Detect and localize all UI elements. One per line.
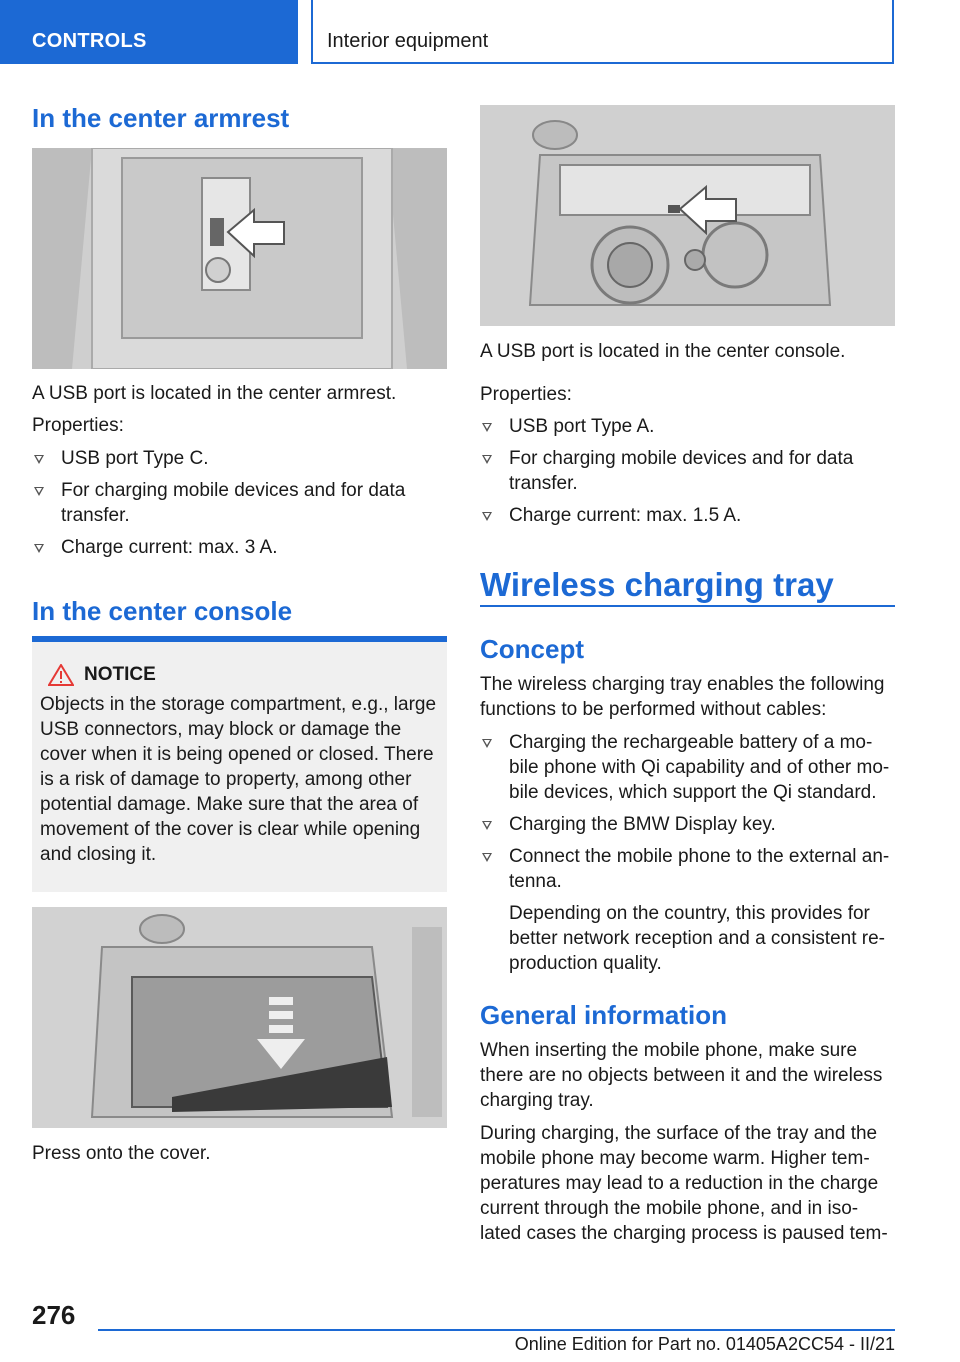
section-rule [480,605,895,607]
triangle-bullet-icon [34,487,44,496]
general-paragraph-2: During charging, the surface of the tray and the mobile phone may become warm. Higher tem‐peratures may lead to a reduction in the charge current through the mobile phone, and in iso‐lated cases the charging process is paused tem‐ [480,1123,888,1244]
console-heading: In the center console [32,596,293,626]
triangle-bullet-icon [482,821,492,830]
warning-triangle-icon [48,664,74,686]
concept-subtext: Depending on the country, this provides for better network reception and a consistent re‐production quality. [509,903,885,974]
list-item: USB port Type A. [480,414,895,439]
notice-box [32,636,447,892]
armrest-properties-list [32,446,447,567]
triangle-bullet-icon [482,455,492,464]
console-properties-label: Properties: [480,384,572,405]
footer-rule [98,1329,895,1331]
concept-heading: Concept [480,634,584,664]
armrest-caption: A USB port is located in the center armrest. [32,383,397,404]
concept-text: The wireless charging tray enables the following functions to be performed without cables: [480,674,885,720]
triangle-bullet-icon [34,544,44,553]
console-caption: A USB port is located in the center console. [480,341,846,362]
wireless-heading: Wireless charging tray [480,566,834,603]
armrest-heading: In the center armrest [32,103,290,133]
armrest-properties-label: Properties: [32,415,124,436]
triangle-bullet-icon [34,455,44,464]
chapter-tab [311,0,894,64]
page-number: 276 [32,1300,76,1330]
triangle-bullet-icon [482,423,492,432]
console-usb-illustration [480,105,895,326]
list-item: Charging the BMW Display key. [480,812,895,837]
list-item: For charging mobile devices and for data transfer. [480,446,895,496]
triangle-bullet-icon [482,739,492,748]
console-cover-illustration [32,907,447,1128]
edition-text: Online Edition for Part no. 01405A2CC54 - II/21 [514,1334,895,1354]
list-item: Charge current: max. 1.5 A. [480,503,895,528]
list-item: USB port Type C. [32,446,447,471]
section-tab [0,0,298,64]
chapter-title: Interior equipment [327,30,489,52]
armrest-usb-illustration [32,148,447,369]
list-item: Connect the mobile phone to the external an‐tenna. Depending on the country, this provides for better network reception and a consistent re‐production quality. [480,844,895,976]
notice-title: NOTICE [84,664,156,685]
general-heading: General information [480,1000,728,1030]
section-title: CONTROLS [32,30,147,52]
triangle-bullet-icon [482,853,492,862]
notice-header [48,664,439,686]
list-item: For charging mobile devices and for data transfer. [32,478,447,528]
concept-list [480,730,895,983]
list-item: Charging the rechargeable battery of a mo‐bile phone with Qi capability and of other mo‐bile devices, which support the Qi standard. [480,730,895,805]
notice-text: Objects in the storage compartment, e.g., large USB connectors, may block or damage the cover when it is being opened or closed. There is a risk of damage to property, among other potential damage. Make sure that the area of movement of the cover is clear while opening and closing it. [40,694,437,865]
triangle-bullet-icon [482,512,492,521]
console-properties-list [480,414,895,535]
cover-caption: Press onto the cover. [32,1143,211,1164]
general-paragraph-1: When inserting the mobile phone, make sure there are no objects between it and the wireless charging tray. [480,1040,883,1111]
list-item: Charge current: max. 3 A. [32,535,447,560]
